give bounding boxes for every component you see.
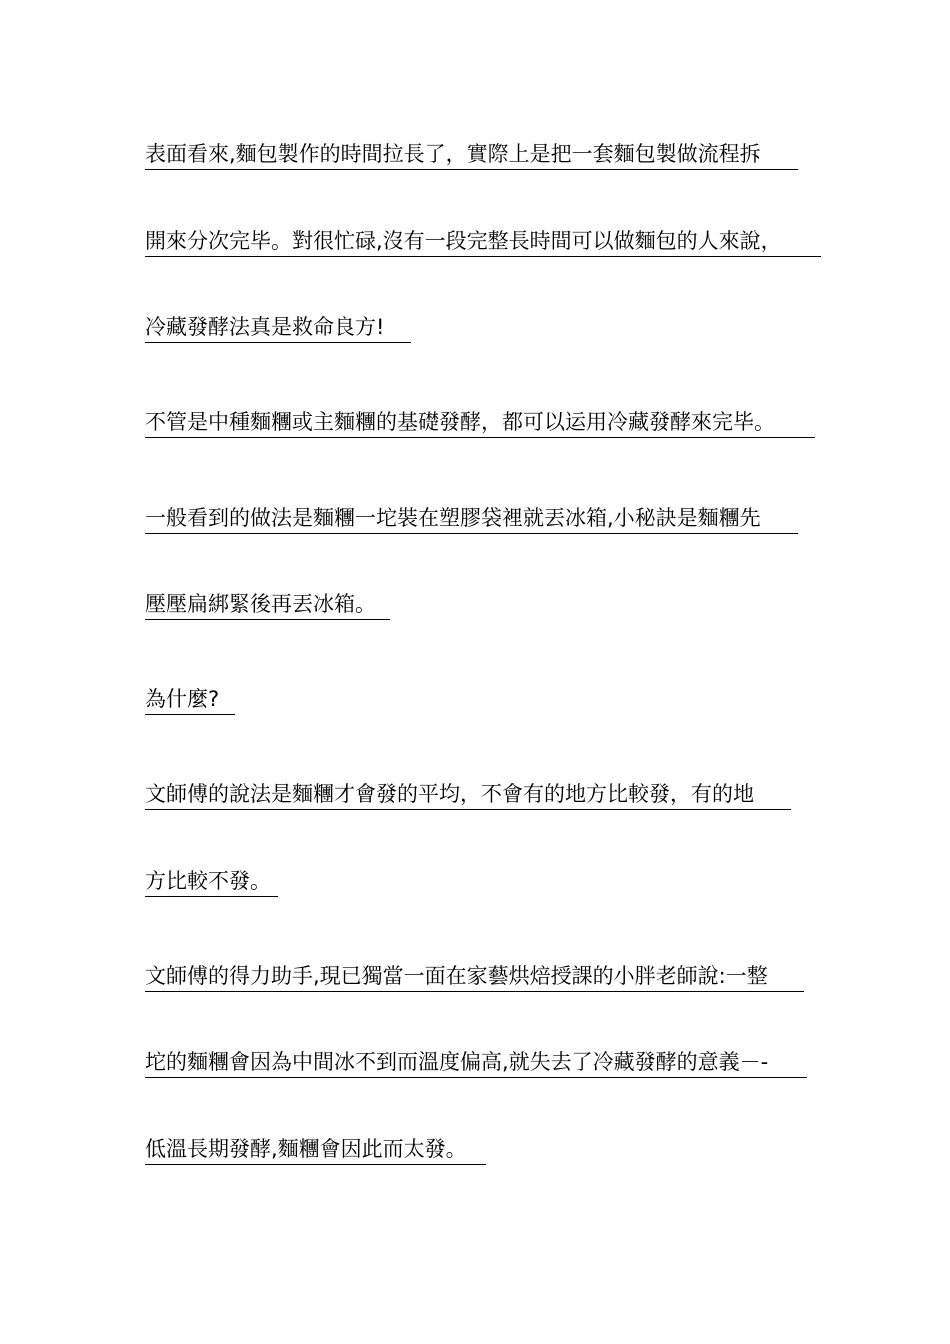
text-line: 坨的麵糰會因為中間冰不到而溫度偏高,就失去了冷藏發酵的意義－- — [145, 1048, 807, 1078]
text-line: 文師傅的說法是麵糰才會發的平均，不會有的地方比較發，有的地 — [145, 780, 791, 810]
text-line: 一般看到的做法是麵糰一坨裝在塑膠袋裡就丟冰箱,小秘訣是麵糰先 — [145, 504, 798, 534]
text-line: 壓壓扁綁緊後再丟冰箱。 — [145, 590, 390, 620]
text-line: 方比較不發。 — [145, 867, 278, 897]
text-line: 為什麼? — [145, 685, 235, 715]
text-line: 低溫長期發酵,麵糰會因此而太發。 — [145, 1135, 486, 1165]
text-line: 冷藏發酵法真是救命良方! — [145, 313, 411, 343]
text-line: 開來分次完毕。對很忙碌,沒有一段完整長時間可以做麵包的人來說， — [145, 227, 821, 257]
text-line: 文師傅的得力助手,現已獨當一面在家藝烘焙授課的小胖老師說:一整 — [145, 962, 804, 992]
text-line: 不管是中種麵糰或主麵糰的基礎發酵，都可以运用冷藏發酵來完毕。 — [145, 408, 815, 438]
text-line: 表面看來,麵包製作的時間拉長了，實際上是把一套麵包製做流程拆 — [145, 140, 798, 170]
